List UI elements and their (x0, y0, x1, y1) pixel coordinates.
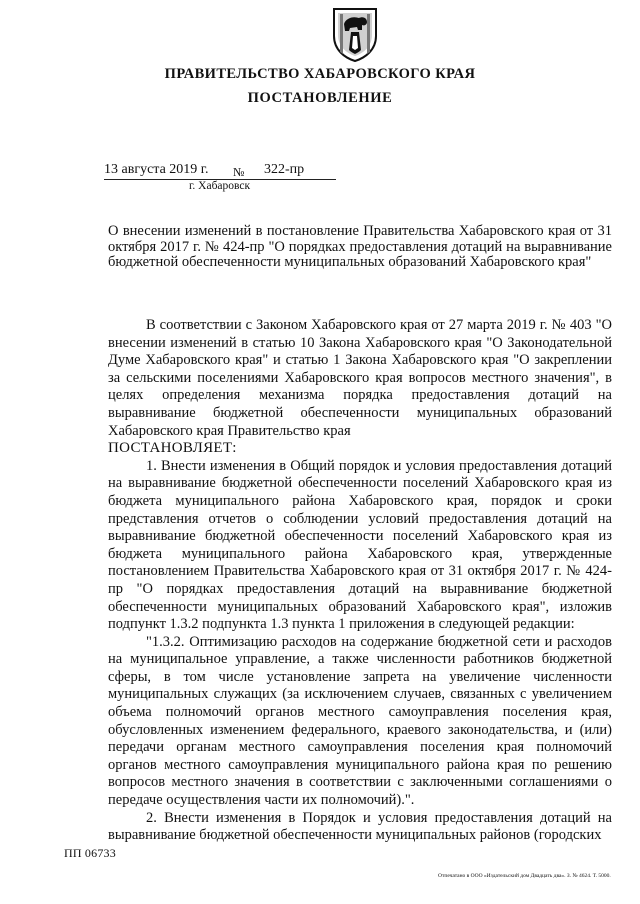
document-type-title: ПОСТАНОВЛЕНИЕ (247, 90, 393, 106)
coat-of-arms-icon (329, 6, 381, 62)
printer-imprint: Отпечатано в ООО «Издательский дом Двадцать два». З. № 4624. Т. 5000. (438, 873, 611, 879)
document-subject: О внесении изменений в постановление Правительства Хабаровского края от 31 октября 2017 г. № 424-пр "О порядках предоставления дотаций на выравнивание бюджетной обеспеченности муниципальных образований Хабаровского края" (108, 223, 612, 270)
item-1-paragraph: 1. Внести изменения в Общий порядок и условия предоставления дотаций на выравнивание бюджетной обеспеченности поселений Хабаровского края из бюджета муниципального района Хабаровского края, порядок и сроки представления отчетов о соблюдении условий предоставления дотаций на выравнивание бюджетной обеспеченности поселений Хабаровского края из бюджета муниципального района Хабаровского края, утвержденные постановлением Правительства Хабаровского края от 31 октября 2017 г. № 424-пр "О порядках предоставления дотаций на выравнивание бюджетной обеспеченности муниципальных образований Хабаровского края", изложив подпункт 1.3.2 подпункта 1.3 пункта 1 приложения в следующей редакции: (108, 457, 612, 633)
document-number: 322-пр (264, 162, 305, 177)
date-number-row (104, 162, 344, 180)
document-date: 13 августа 2019 г. (104, 162, 209, 177)
preamble-paragraph: В соответствии с Законом Хабаровского края от 27 марта 2019 г. № 403 "О внесении изменений в статью 10 Закона Хабаровского края "О Законодательной Думе Хабаровского края" и статью 1 Закона Хабаровского края "О закреплении за сельскими поселениями Хабаровского края вопросов местного значения", в целях определения механизма порядка предоставления дотаций на выравнивание бюджетной обеспеченности муниципальных образований Хабаровского края Правительство края (108, 317, 612, 439)
document-code: ПП 06733 (64, 846, 116, 860)
resolves-heading: ПОСТАНОВЛЯЕТ: (108, 440, 237, 457)
item-1-quote-paragraph: "1.3.2. Оптимизацию расходов на содержание бюджетной сети и расходов на муниципальное управление, а также численности работников бюджетной сферы, в том числе установление запрета на увеличение численности муниципальных служащих (за исключением случаев, связанных с увеличением объема полномочий органов местного самоуправления поселения края, обусловленных изменением федерального, краевого законодательства, и (или) передачи органам местного самоуправления поселения края полномочий органов местного самоуправления муниципального района края по решению вопросов местного значения в соответствии с заключенными соглашениями о передаче осуществления части их полномочий).". (108, 633, 612, 809)
number-sign: № (233, 165, 245, 179)
item-2-paragraph: 2. Внести изменения в Порядок и условия предоставления дотаций на выравнивание бюджетной обеспеченности муниципальных районов (городских (108, 809, 612, 844)
document-body (108, 317, 612, 845)
government-title: ПРАВИТЕЛЬСТВО ХАБАРОВСКОГО КРАЯ (164, 66, 476, 82)
document-place: г. Хабаровск (189, 180, 251, 192)
